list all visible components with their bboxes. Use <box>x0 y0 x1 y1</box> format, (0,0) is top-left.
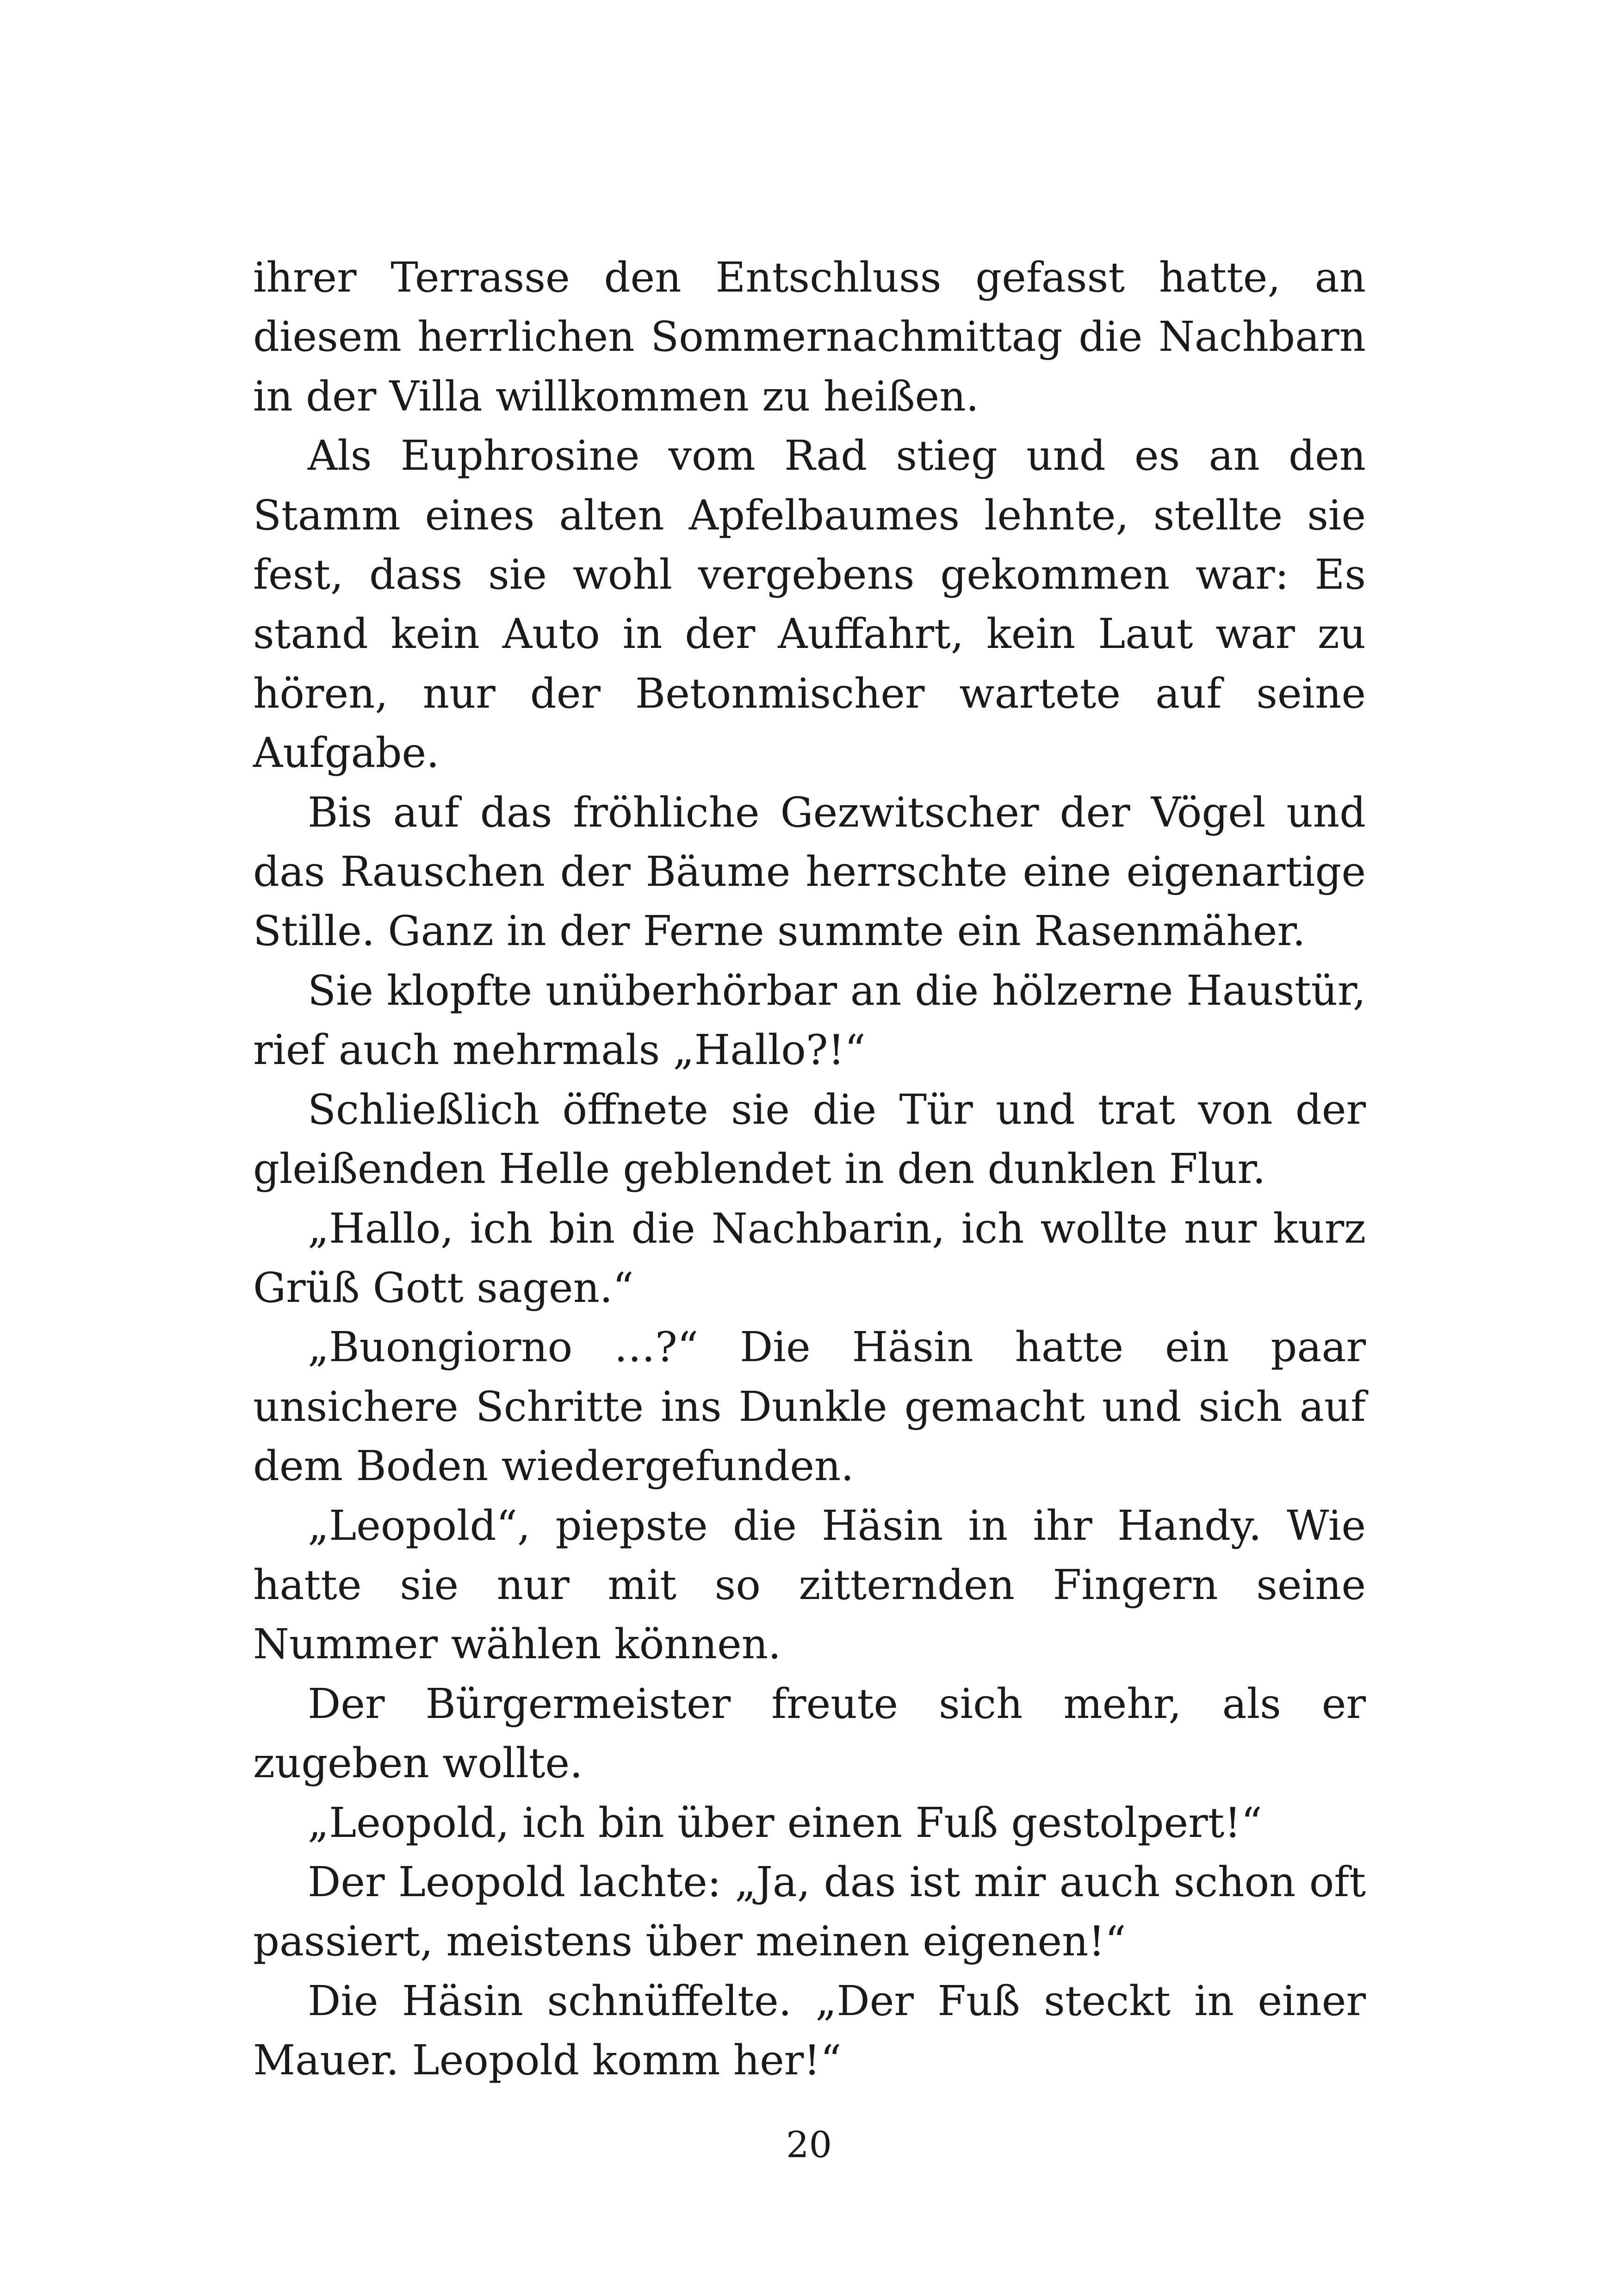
paragraph-12: Die Häsin schnüffelte. „Der Fuß steckt in einer Mauer. Leopold komm her!“ <box>253 1976 1366 2084</box>
body-text <box>253 248 1366 2090</box>
paragraph-4: Sie klopfte unüberhörbar an die hölzerne Haustür, rief auch mehrmals „Hallo?!“ <box>253 966 1366 1074</box>
paragraph-8: „Leopold“, piepste die Häsin in ihr Handy. Wie hatte sie nur mit so zitternden Fingern seine Nummer wählen können. <box>253 1501 1366 1668</box>
paragraph-2: Als Euphrosine vom Rad stieg und es an den Stamm eines alten Apfelbaumes lehnte, stellte sie fest, dass sie wohl vergebens gekommen war: Es stand kein Auto in der Auffahrt, kein Laut war zu hören, nur der Betonmischer wartete auf seine Aufgabe. <box>253 431 1366 777</box>
paragraph-1: ihrer Terrasse den Entschluss gefasst hatte, an diesem herrlichen Sommernachmittag die Nachbarn in der Villa willkommen zu heißen. <box>253 253 1366 420</box>
paragraph-11: Der Leopold lachte: „Ja, das ist mir auch schon oft passiert, meistens über meinen eigenen!“ <box>253 1857 1366 1966</box>
page-number: 20 <box>786 2124 832 2166</box>
paragraph-7: „Buongiorno …?“ Die Häsin hatte ein paar unsichere Schritte ins Dunkle gemacht und sich auf dem Boden wiedergefunden. <box>253 1323 1366 1490</box>
paragraph-6: „Hallo, ich bin die Nachbarin, ich wollte nur kurz Grüß Gott sagen.“ <box>253 1204 1366 1312</box>
paragraph-9: Der Bürgermeister freute sich mehr, als er zugeben wollte. <box>253 1679 1366 1787</box>
paragraph-3: Bis auf das fröhliche Gezwitscher der Vögel und das Rauschen der Bäume herrschte eine eigenartige Stille. Ganz in der Ferne summte ein Rasenmäher. <box>253 788 1366 955</box>
paragraph-10: „Leopold, ich bin über einen Fuß gestolpert!“ <box>308 1798 1262 1847</box>
paragraph-5: Schließlich öffnete sie die Tür und trat von der gleißenden Helle geblendet in den dunklen Flur. <box>253 1085 1366 1193</box>
